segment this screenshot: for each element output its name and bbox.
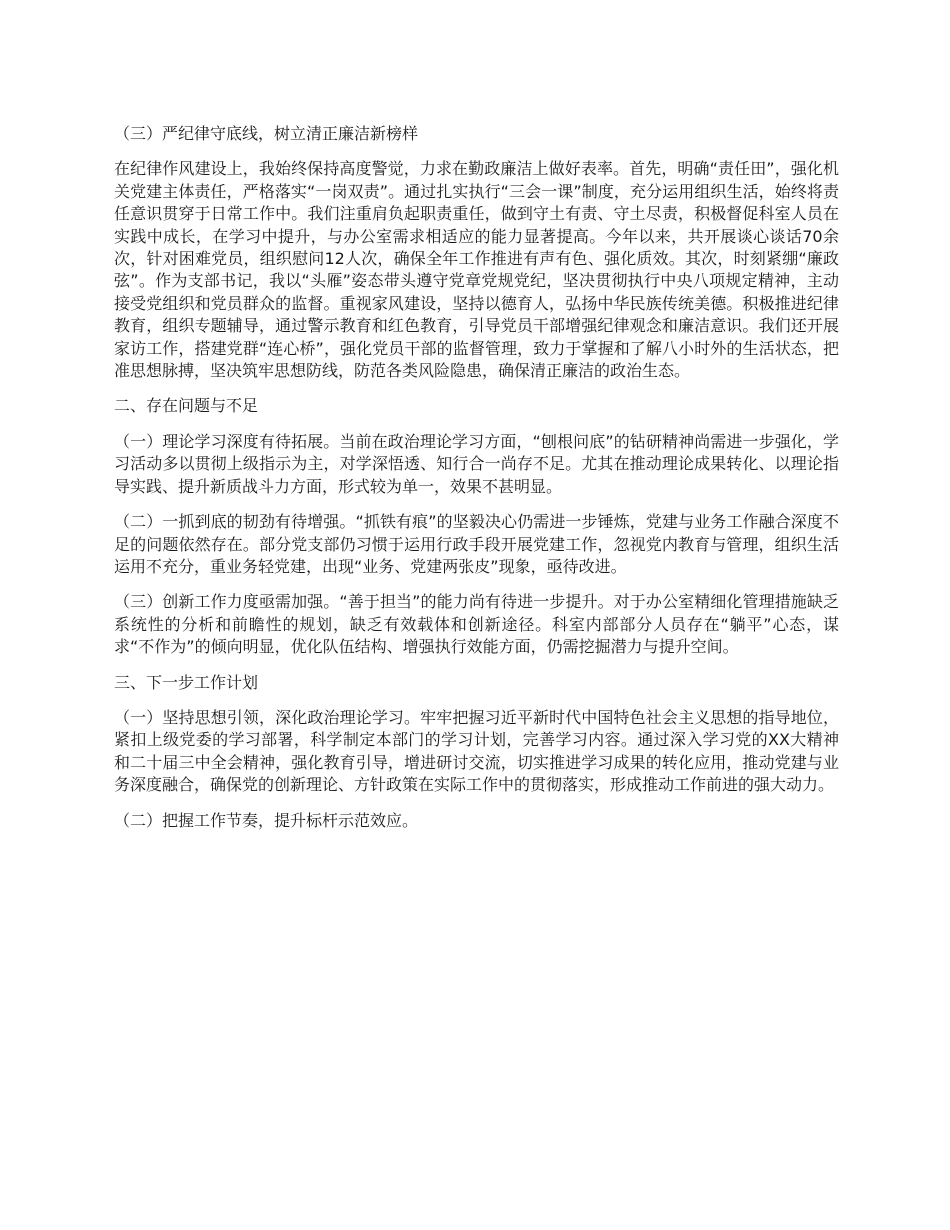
paragraph-plan-work-rhythm: （二）把握工作节奏，提升标杆示范效应。 [114, 810, 419, 830]
paragraph-problem-innovation: （三）创新工作力度亟需加强。“善于担当”的能力尚有待进一步提升。对于办公室精细化管理措施缺乏系统性的分析和前瞻性的规划，缺乏有效载体和创新途径。科室内部部分人员存在“躺平”心态，谋求“不作为”的倾向明显，优化队伍结构、增强执行效能方面，仍需挖掘潜力与提升空间。 [114, 592, 839, 657]
paragraph-problem-theory-study: （一）理论学习深度有待拓展。当前在政治理论学习方面，“刨根问底”的钻研精神尚需进一步强化，学习活动多以贯彻上级指示为主，对学深悟透、知行合一尚存不足。尤其在推动理论成果转化、以理论指导实践、提升新质战斗力方面，形式较为单一，效果不甚明显。 [114, 431, 839, 496]
paragraph-plan-theory-study: （一）坚持思想引领，深化政治理论学习。牢牢把握习近平新时代中国特色社会主义思想的指导地位，紧扣上级党委的学习部署，科学制定本部门的学习计划，完善学习内容。通过深入学习党的XX大精神和二十届三中全会精神，强化教育引导，增进研讨交流，切实推进学习成果的转化应用，推动党建与业务深度融合，确保党的创新理论、方针政策在实际工作中的贯彻落实，形成推动工作前进的强大动力。 [114, 707, 839, 795]
section-heading-problems: 二、存在问题与不足 [114, 396, 259, 416]
section-heading-discipline: （三）严纪律守底线，树立清正廉洁新榜样 [114, 124, 419, 143]
section-heading-next-steps: 三、下一步工作计划 [114, 672, 259, 692]
paragraph-problem-persistence: （二）一抓到底的韧劲有待增强。“抓铁有痕”的坚毅决心仍需进一步锤炼，党建与业务工作融合深度不足的问题依然存在。部分党支部仍习惯于运用行政手段开展党建工作，忽视党内教育与管理，组织生活运用不充分，重业务轻党建，出现“业务、党建两张皮”现象，亟待改进。 [114, 512, 839, 576]
document-page [114, 123, 839, 845]
paragraph-discipline-body: 在纪律作风建设上，我始终保持高度警觉，力求在勤政廉洁上做好表率。首先，明确“责任田”，强化机关党建主体责任，严格落实“一岗双责”。通过扎实执行“三会一课”制度，充分运用组织生活，始终将责任意识贯穿于日常工作中。我们注重肩负起职责重任，做到守土有责、守土尽责，积极督促科室人员在实践中成长，在学习中提升，与办公室需求相适应的能力显著提高。今年以来，共开展谈心谈话70余次，针对困难党员，组织慰问12人次，确保全年工作推进有声有色、强化质效。其次，时刻紧绷“廉政弦”。作为支部书记，我以“头雁”姿态带头遵守党章党规党纪，坚决贯彻执行中央八项规定精神，主动接受党组织和党员群众的监督。重视家风建设，坚持以德育人，弘扬中华民族传统美德。积极推进纪律教育，组织专题辅导，通过警示教育和红色教育，引导党员干部增强纪律观念和廉洁意识。我们还开展家访工作，搭建党群“连心桥”，强化党员干部的监督管理，致力于掌握和了解八小时外的生活状态，把准思想脉搏，坚决筑牢思想防线，防范各类风险隐患，确保清正廉洁的政治生态。 [114, 159, 839, 381]
